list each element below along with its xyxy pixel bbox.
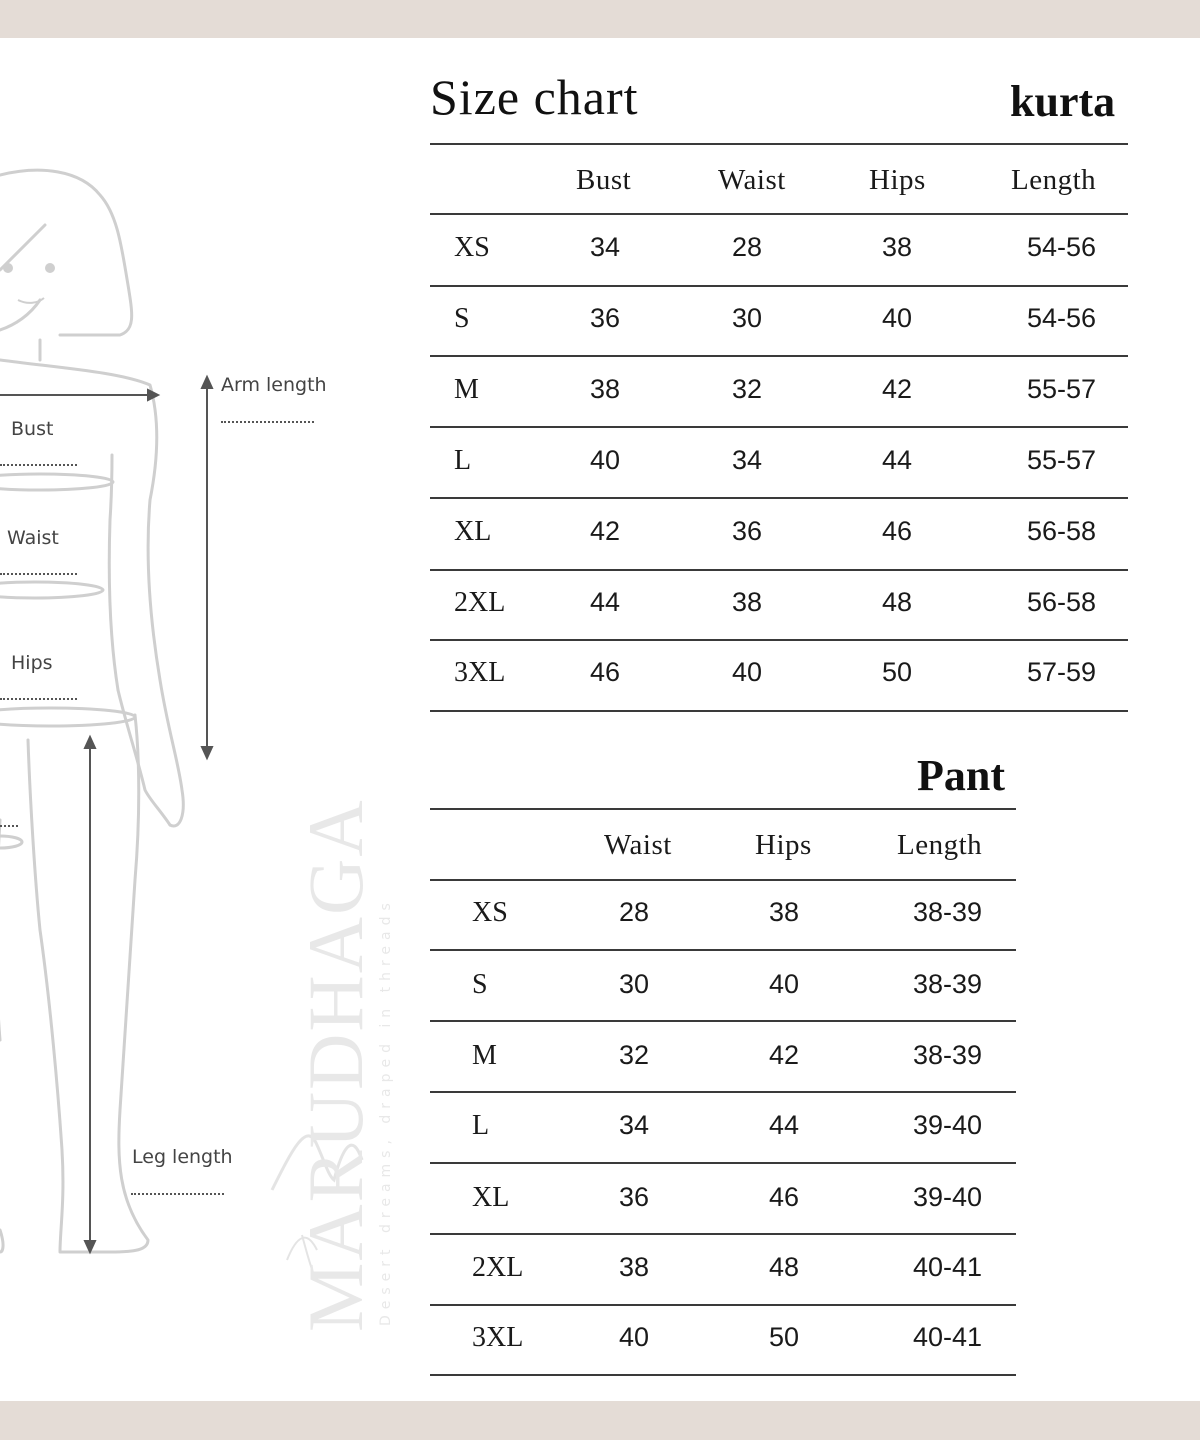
length-value: 55-57 [1027,445,1097,475]
table-rule [430,879,1016,881]
column-header: Waist [718,164,786,196]
table-rule [430,1162,1016,1164]
size-label: L [454,445,472,476]
bust-value: 42 [590,516,621,546]
pant-table-title: Pant [917,751,1005,800]
arm-length-label: Arm length [221,374,327,396]
leg-length-dots [131,1193,224,1195]
waist-label: Waist [7,527,59,549]
table-rule [430,1304,1016,1306]
hips-value: 42 [882,374,913,404]
waist-value: 36 [732,516,763,546]
table-rule [430,1091,1016,1093]
hips-value: 44 [882,445,913,475]
length-value: 54-56 [1027,303,1097,333]
length-value: 57-59 [1027,657,1097,687]
column-header: Length [1011,164,1097,196]
length-value: 38-39 [913,1040,983,1070]
size-label: S [472,969,488,1000]
length-value: 40-41 [913,1252,983,1282]
length-value: 40-41 [913,1322,983,1352]
length-value: 56-58 [1027,516,1097,546]
bust-value: 40 [590,445,621,475]
hips-value: 38 [769,897,800,927]
hips-value: 48 [769,1252,800,1282]
bust-value: 38 [590,374,621,404]
table-rule [430,143,1128,145]
bust-value: 36 [590,303,621,333]
waist-value: 36 [619,1182,650,1212]
hips-value: 46 [769,1182,800,1212]
size-label: M [454,374,479,405]
size-label: XL [472,1182,510,1213]
table-rule [430,569,1128,571]
hips-value: 50 [882,657,913,687]
table-rule [430,639,1128,641]
table-rule [430,426,1128,428]
length-value: 38-39 [913,969,983,999]
page-title: Size chart [430,69,639,125]
brand-watermark-logo [262,0,402,1400]
hips-value: 50 [769,1322,800,1352]
table-rule [430,213,1128,215]
column-header: Length [897,829,983,861]
size-label: XL [454,516,492,547]
waist-value: 40 [732,657,763,687]
waist-value: 32 [732,374,763,404]
kurta-table-title: kurta [1010,77,1116,126]
waist-value: 28 [732,232,763,262]
length-value: 38-39 [913,897,983,927]
length-value: 39-40 [913,1110,983,1140]
size-label: L [472,1110,490,1141]
waist-value: 34 [619,1110,650,1140]
bust-value: 44 [590,587,621,617]
column-header: Waist [604,829,672,861]
length-value: 54-56 [1027,232,1097,262]
waist-value: 30 [619,969,650,999]
waist-value: 30 [732,303,763,333]
length-value: 55-57 [1027,374,1097,404]
size-label: S [454,303,470,334]
bust-value: 46 [590,657,621,687]
hips-value: 40 [769,969,800,999]
size-label: 3XL [472,1322,524,1353]
size-label: M [472,1040,497,1071]
size-label: XS [454,232,490,263]
waist-value: 34 [732,445,763,475]
hips-value: 38 [882,232,913,262]
column-header: Hips [755,829,812,861]
waist-value: 28 [619,897,650,927]
size-label: 2XL [454,587,506,618]
watermark-brand: MARUDHAGA [292,798,379,1332]
table-rule [430,1020,1016,1022]
table-rule [430,1233,1016,1235]
leg-length-label: Leg length [132,1146,233,1168]
size-label: 2XL [472,1252,524,1283]
waist-dots [0,573,77,575]
waist-value: 32 [619,1040,650,1070]
column-header: Hips [869,164,926,196]
hips-value: 44 [769,1110,800,1140]
table-rule [430,710,1128,712]
table-rule [430,285,1128,287]
table-rule [430,355,1128,357]
column-header: Bust [576,164,632,196]
table-rule [430,497,1128,499]
bust-value: 34 [590,232,621,262]
waist-value: 38 [732,587,763,617]
length-value: 39-40 [913,1182,983,1212]
table-rule [430,808,1016,810]
thigh-dots [0,825,18,827]
hips-value: 40 [882,303,913,333]
bust-label: Bust [11,418,54,440]
hips-value: 42 [769,1040,800,1070]
hips-dots [0,698,77,700]
waist-value: 40 [619,1322,650,1352]
table-rule [430,949,1016,951]
length-value: 56-58 [1027,587,1097,617]
size-label: 3XL [454,657,506,688]
hips-label: Hips [11,652,53,674]
hips-value: 48 [882,587,913,617]
size-label: XS [472,897,508,928]
watermark-tagline: Desert dreams, draped in threads [378,897,394,1326]
waist-value: 38 [619,1252,650,1282]
bust-dots [0,464,77,466]
table-rule [430,1374,1016,1376]
hips-value: 46 [882,516,913,546]
